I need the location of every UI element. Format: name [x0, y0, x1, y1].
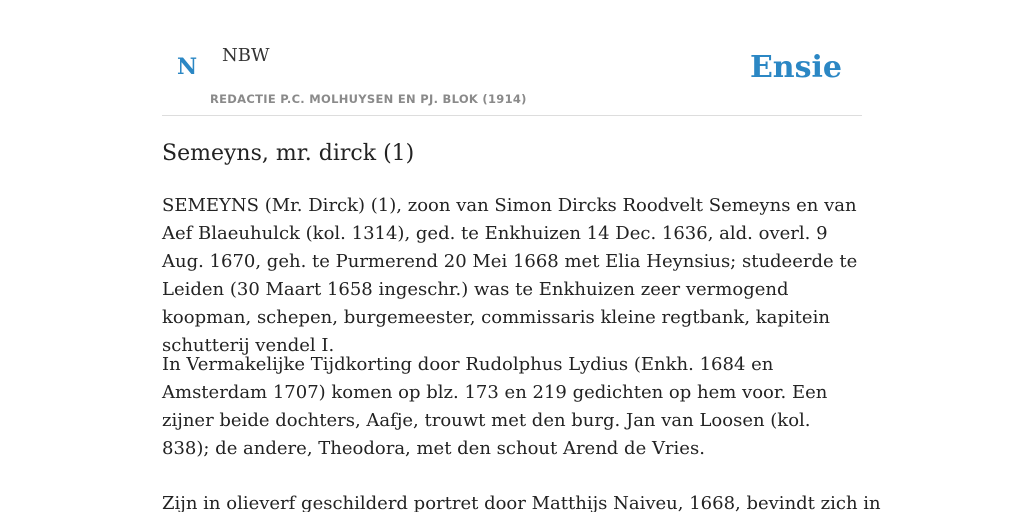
article-paragraph-1: SEMEYNS (Mr. Dirck) (1), zoon van Simon Dircks Roodvelt Semeyns en van Aef Blaeuhulck (kol. 1314), ged. te Enkhuizen 14 Dec. 1636, ald. overl. 9 Aug. 1670, geh. te Purmerend 20 Mei 1668 met Elia Heynsius; studeerde te Leiden (30 Maart 1658 ingeschr.) was te Enkhuizen zeer vermogend koopman, schepen, burgemeester, commissaris kleine regtbank, kapitein schutterij vendel I. — [162, 195, 858, 356]
header — [162, 0, 862, 116]
book-letter-badge[interactable]: N — [177, 54, 198, 80]
ensie-logo[interactable]: Ensie — [749, 50, 842, 85]
book-subtitle: REDACTIE P.C. MOLHUYSEN EN PJ. BLOK (1914) — [210, 92, 527, 106]
article-paragraph-3: Zijn in olieverf geschilderd portret door Matthijs Naiveu, 1668, bevindt zich in — [162, 493, 881, 512]
book-title[interactable]: NBW — [222, 45, 270, 66]
article-title: Semeyns, mr. dirck (1) — [162, 141, 415, 166]
article-paragraph-2: In Vermakelijke Tijdkorting door Rudolphus Lydius (Enkh. 1684 en Amsterdam 1707) komen op blz. 173 en 219 gedichten op hem voor. Een zijner beide dochters, Aafje, trouwt met den burg. Jan van Loosen (kol. 838); de andere, Theodora, met den schout Arend de Vries. — [162, 354, 828, 459]
content-column — [162, 0, 881, 512]
